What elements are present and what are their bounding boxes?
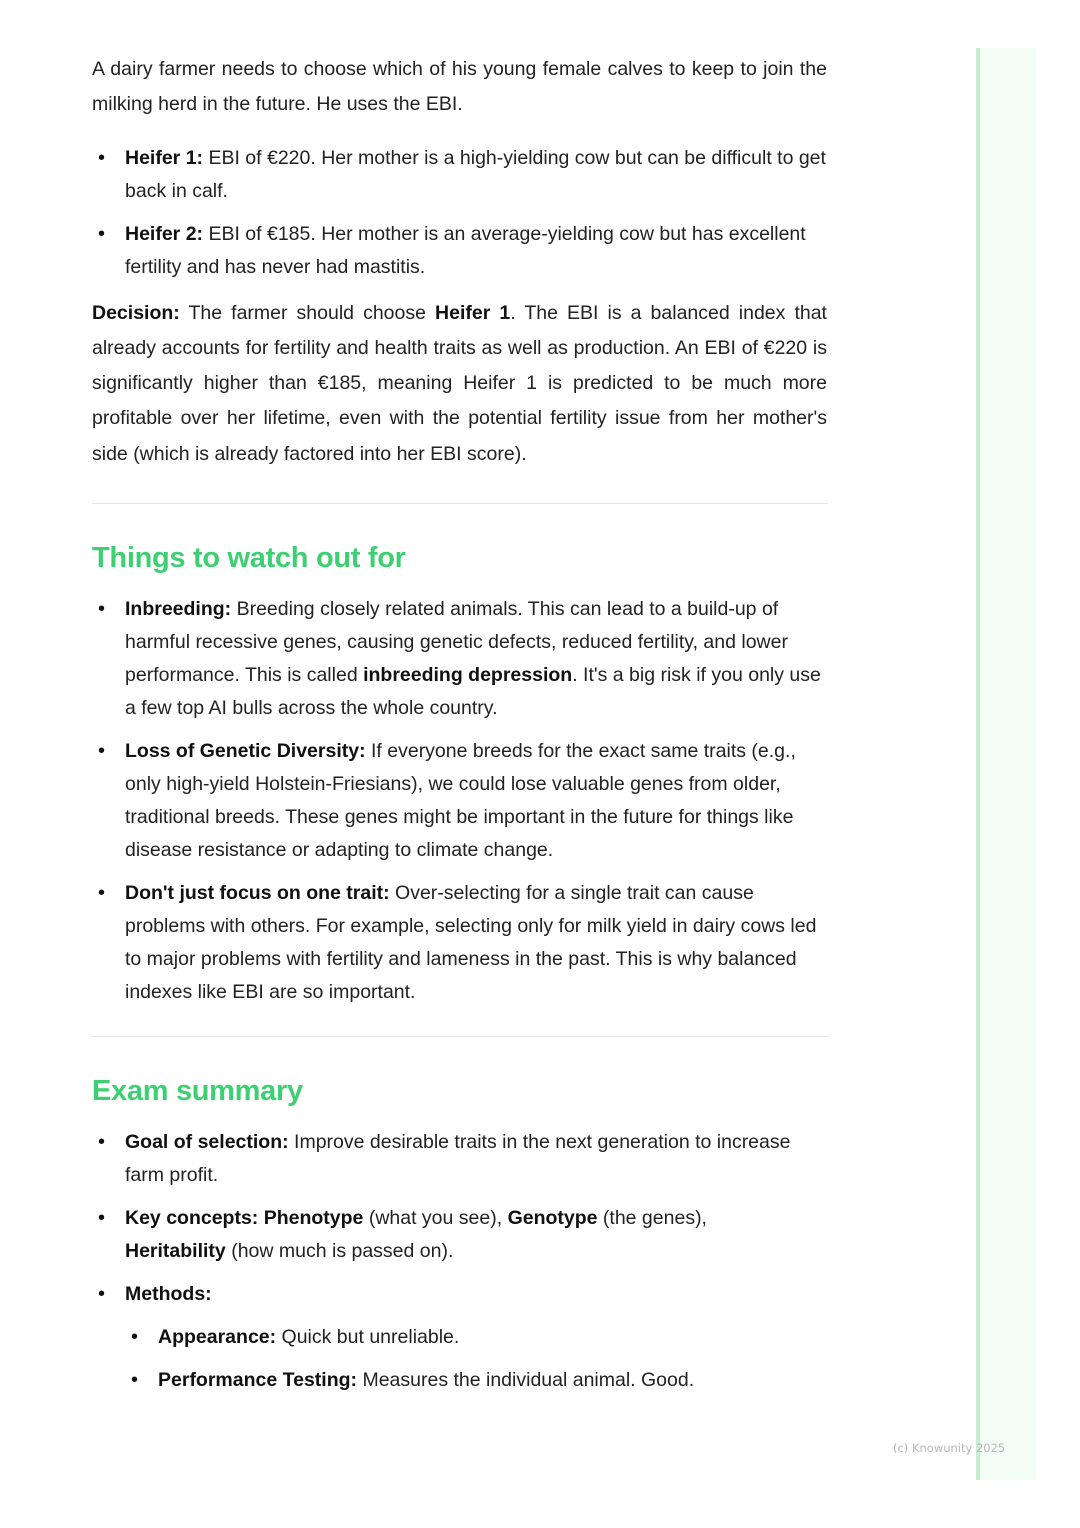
section-divider <box>92 1036 828 1037</box>
genetic-diversity-text: If everyone breeds for the exact same traits (e.g., only high-yield Holstein-Friesians), we could lose valuable genes from older, traditional breeds. These genes might be important in the future for things like disease resistance or adapting to climate change. <box>125 740 796 862</box>
methods-sublist <box>125 1321 827 1397</box>
decision-paragraph <box>92 296 827 472</box>
exam-summary-list <box>92 1126 827 1397</box>
methods-label: Methods: <box>125 1283 212 1306</box>
heifer-list <box>92 142 827 284</box>
decision-choice: Heifer 1 <box>435 301 511 324</box>
inbreeding-text-2: . It's a big risk if you only use a few top AI bulls across the whole country. <box>125 664 821 720</box>
list-item-inbreeding <box>92 593 827 725</box>
copyright-footer: (c) Knowunity 2025 <box>893 1441 1006 1455</box>
genetic-diversity-label: Loss of Genetic Diversity: <box>125 740 366 763</box>
genotype-term: Genotype <box>507 1207 598 1230</box>
list-item-performance-testing <box>125 1364 827 1397</box>
appearance-label: Appearance: <box>158 1326 277 1349</box>
phenotype-desc: (what you see), <box>363 1207 508 1230</box>
goal-text: Improve desirable traits in the next generation to increase farm profit. <box>125 1131 791 1187</box>
heifer-2-label: Heifer 2: <box>125 222 204 245</box>
appearance-text: Quick but unreliable. <box>276 1326 460 1349</box>
heading-things-to-watch-out-for: Things to watch out for <box>92 542 406 575</box>
performance-testing-label: Performance Testing: <box>158 1369 358 1392</box>
inbreeding-label: Inbreeding: <box>125 598 232 621</box>
inbreeding-depression-term: inbreeding depression <box>363 664 573 687</box>
inbreeding-text-1: Breeding closely related animals. This can lead to a build-up of harmful recessive genes, causing genetic defects, reduced fertility, and lower performance. This is called <box>125 598 788 687</box>
intro-paragraph: A dairy farmer needs to choose which of his young female calves to keep to join the milking herd in the future. He uses the EBI. <box>92 58 827 116</box>
side-margin-strip <box>976 48 1036 1480</box>
list-item-heifer-2 <box>92 218 827 284</box>
list-item-genetic-diversity <box>92 735 827 867</box>
heritability-desc: (how much is passed on). <box>225 1240 454 1263</box>
list-item-methods <box>92 1278 827 1397</box>
decision-text-1: The farmer should choose <box>179 301 436 324</box>
heifer-2-text: EBI of €185. Her mother is an average-yielding cow but has excellent fertility and has never had mastitis. <box>125 222 806 278</box>
genotype-desc: (the genes), <box>597 1207 707 1230</box>
one-trait-text: Over-selecting for a single trait can cause problems with others. For example, selecting only for milk yield in dairy cows led to major problems with fertility and lameness in the past. This is why balanced indexes like EBI are so important. <box>125 882 817 1004</box>
watch-out-list <box>92 593 827 1009</box>
one-trait-label: Don't just focus on one trait: <box>125 882 390 905</box>
heifer-1-label: Heifer 1: <box>125 146 204 169</box>
performance-testing-text: Measures the individual animal. Good. <box>357 1369 695 1392</box>
list-item-one-trait <box>92 877 827 1009</box>
section-divider <box>92 503 828 504</box>
list-item-appearance <box>125 1321 827 1354</box>
document-body <box>92 52 827 1407</box>
goal-label: Goal of selection: <box>125 1131 289 1154</box>
list-item-goal <box>92 1126 827 1192</box>
heritability-term: Heritability <box>125 1240 226 1263</box>
list-item-key-concepts <box>92 1202 827 1268</box>
heifer-1-text: EBI of €220. Her mother is a high-yielding cow but can be difficult to get back in calf. <box>125 146 826 202</box>
phenotype-term: Phenotype <box>263 1207 364 1230</box>
heading-exam-summary: Exam summary <box>92 1075 303 1108</box>
key-concepts-label: Key concepts: <box>125 1207 259 1230</box>
list-item-heifer-1 <box>92 142 827 208</box>
decision-text-2: . The EBI is a balanced index that already accounts for fertility and health traits as well as production. An EBI of €220 is significantly higher than €185, meaning Heifer 1 is predicted to be much more profitable over her lifetime, even with the potential fertility issue from her mother's side (which is already factored into her EBI score). <box>92 301 827 465</box>
decision-label: Decision: <box>92 301 180 324</box>
